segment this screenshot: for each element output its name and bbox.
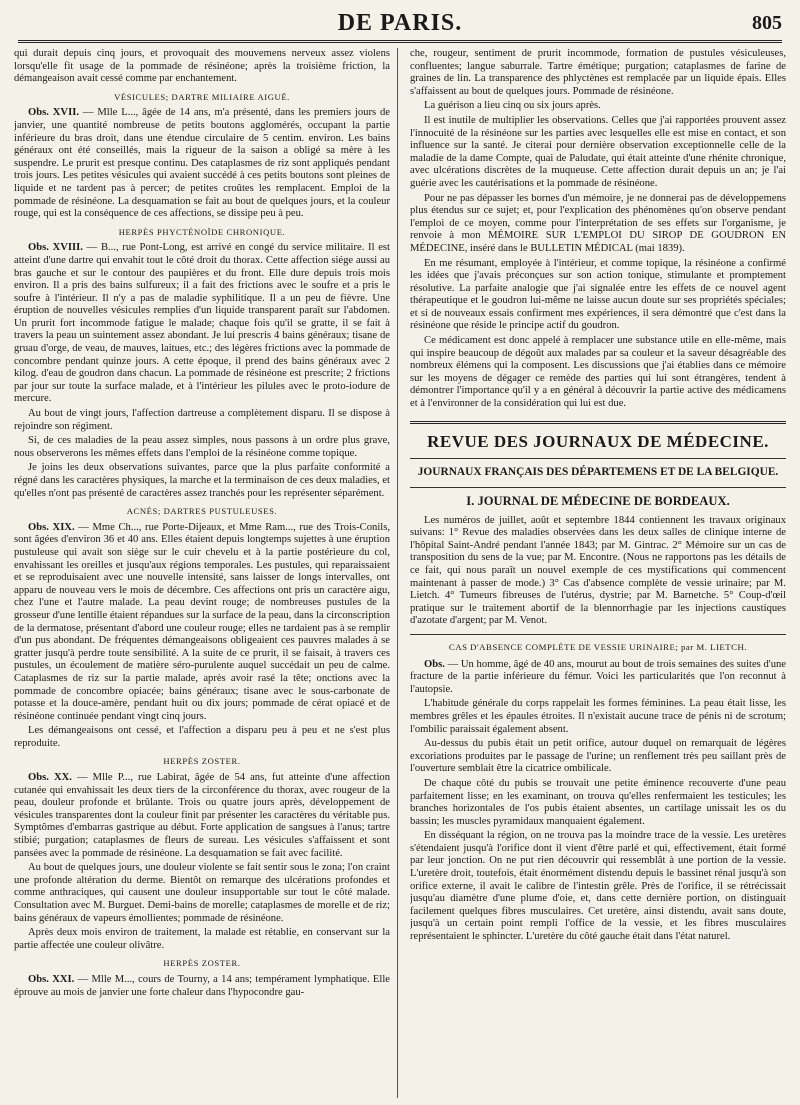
body-paragraph: Pour ne pas dépasser les bornes d'un mémoire, je ne donnerai pas de développemens plus étendus sur ce sujet; et, pour l'explication des phénomènes qu'on observe pendant l'emploi de ce moyen, comme pour l'interprétation de ses effets sur l'organisme, je renvoie à mon MÉMOIRE SUR L'EMPLOI DU SIROP DE GOUDRON EN MÉDECINE, inséré dans le BULLETIN MÉDICAL (mai 1839). (410, 192, 786, 254)
body-paragraph: Je joins les deux observations suivantes, parce que la plus parfaite conformité a régné dans les caractères physiques, la marche et la terminaison de ces deux maladies, et qu'elles n'ont pas présenté de caractères assez tranchés pour les représenter séparément. (14, 462, 390, 499)
body-paragraph: Il est inutile de multiplier les observations. Celles que j'ai rapportées prouvent assez l'innocuité de la résinéone sur les parties avec lesquelles elle est mise en contact, et son influence sur la santé. Je citerai pour dernière observation exceptionnelle celle de la maladie de la dame Compte, quai de Paludate, qui était atteinte d'une rhénite chronique, avec ulcérations discrètes de la muqueuse. Cette affection durait depuis un an; je l'ai guérie avec les cautérisations et la pommade de résinéone. (410, 114, 786, 189)
body-paragraph: Si, de ces maladies de la peau assez simples, nous passons à un ordre plus grave, nous observerons les mêmes effets dans l'emploi de la résinéone comme topique. (14, 435, 390, 459)
case-paragraph (410, 738, 786, 776)
journal-heading: I. JOURNAL DE MÉDECINE DE BORDEAUX. (466, 493, 730, 508)
case-text: L'habitude générale du corps rappelait les formes féminines. La peau était lisse, les membres grêles et les épaules étroites. Il n'existait aucune trace de pénis ni de scrotum; l'ombilic paraissait également absent. (410, 698, 786, 735)
body-paragraph: Ce médicament est donc appelé à remplacer une substance utile en elle-même, mais qui inspire beaucoup de dégoût aux malades par sa couleur et la saveur désagréable des nombreux élémens qui la composent. Les discussions que j'ai établies dans ce mémoire sur les moyens de dégager ce remède des parties qui lui sont étrangères, tendent à démontrer l'importance qu'il y a en général à découvrir la partie active des médicamens et à l'environner de la considération qui lui est due. (410, 335, 786, 410)
observation-paragraph (14, 974, 390, 999)
page-number: 805 (752, 12, 782, 34)
revue-title: REVUE DES JOURNAUX DE MÉDECINE. (427, 431, 769, 451)
subtitle-rule (410, 487, 786, 488)
observation-text: — Mlle M..., cours de Tourny, a 14 ans; tempérament lymphatique. Elle éprouve au mois de janvier une forte chaleur dans l'hypocondre gau- (14, 973, 390, 998)
right-column-article-end (410, 48, 786, 411)
observation-label: Obs. XVII. (28, 107, 79, 119)
body-paragraph: Les démangeaisons ont cessé, et l'affection a disparu peu à peu et ne s'est plus reproduite. (14, 725, 390, 749)
body-paragraph: Au bout de quelques jours, une douleur violente se fait sentir sous le zona; l'on craint une profonde altération du derme. Bientôt on remarque des ulcérations profondes et comme anthraciques, qui causent une douleur insupportable sur tout le côté malade. Consultation avec M. Burguet. Demi-bains de morelle; cataplasmes de morelle et de riz; bains généraux de vapeurs émollientes; pommade de résinéone. (14, 862, 390, 924)
observation-label: Obs. XX. (28, 772, 72, 784)
case-paragraphs (410, 659, 786, 944)
case-paragraph (410, 778, 786, 828)
section-subheading: VÉSICULES; DARTRE MILIAIRE AIGUË. (114, 91, 290, 102)
observation-paragraph (14, 522, 390, 724)
header-title: DE PARIS. (337, 10, 463, 36)
section-subheading: HERPÈS ZOSTER. (163, 756, 241, 767)
observation-label: Obs. (424, 658, 445, 670)
observation-text: — B..., rue Pont-Long, est arrivé en congé du service militaire. Il est atteint d'une dartre qui envahit tout le côté droit du thorax. Cette affection siége aussi au bras gauche et sur le contour des paupières et du front. Elle dure depuis trois mois environ. Il a pris des bains sulfureux; il a fait des frictions avec le soufre et a pris le soufre à l'intérieur. Il n'y a pas de maladie syphilitique. Il a un peu de fièvre. Une éruption de nouvelles vésicules remplies d'un liquide transparent paraît sur l'abdomen. Un prurit fort incommode fatigue le malade; chaque fois qu'il se gratte, il se fait à travers la peau un suintement assez abondant. Je lui prescris 4 bains généraux; tisane de gruau d'orge, de veau, de mauves, laitues, etc.; des légères frictions avec la pommade de concombre pendant quinze jours. A cette époque, il prend des bains généraux avec 2 kilog. d'eau de goudron dans chacun. La pommade de résinéone est prescrite; 2 frictions par jour sur toute la surface malade, et à l'intérieur les pilules avec le proto-iodure de mercure. (14, 242, 390, 405)
body-paragraph: che, rougeur, sentiment de prurit incommode, formation de pustules vésiculeuses, confluentes; langue saburrale. Tartre émétique; purgation; cataplasmes de farine de graines de lin. La transparence des phlyctènes est remplacée par un liquide épais. Elles s'affaissent au bout de quelques jours. Pommade de résinéone. (410, 48, 786, 97)
case-title: CAS D'ABSENCE COMPLÈTE DE VESSIE URINAIRE; par M. LIETCH. (448, 641, 748, 652)
page-header (18, 10, 782, 43)
case-text: Au-dessus du pubis était un petit orifice, autour duquel on remarquait de légères excoriations produites par le passage de l'urine; un renflement très peu saillant près de l'ouverture semblait être la cicatrice ombilicale. (410, 738, 786, 775)
revue-subtitle: JOURNAUX FRANÇAIS DES DÉPARTEMENS ET DE LA BELGIQUE. (417, 465, 779, 478)
case-paragraph (410, 698, 786, 736)
revue-intro: Les numéros de juillet, août et septembre 1844 contiennent les travaux originaux suivans: 1° Revue des maladies observées dans les deux salles de clinique interne de l'hôpital Saint-André pendant l'année 1843; par M. Gintrac. 2° Mémoire sur un cas de transposition du sens de la vue; par M. Encontre. (Nous ne rapportons pas les détails de ce fait, qui nous paraît un nouvel exemple de ces mystifications qui commencent maintenant à passer de mode.) 3° Cas d'absence complète de vessie urinaire; par M. Lietch. 4° Tumeurs fibreuses de l'utérus, dystrie; par M. Barnetche. 5° Coup-d'œil pratique sur le traitement abortif de la blennorrhagie par les injections caustiques d'azotate d'argent; par M. Venot. (410, 514, 786, 627)
body-paragraph: La guérison a lieu cinq ou six jours après. (424, 100, 601, 112)
section-subheading: ACNÉS; DARTRES PUSTULEUSES. (126, 506, 278, 517)
section-subheading: HERPÈS PHYCTÉNOÏDE CHRONIQUE. (118, 226, 286, 237)
section-subheading: HERPÈS ZOSTER. (163, 958, 241, 969)
section-divider (410, 421, 786, 424)
left-column (14, 48, 390, 1098)
column-divider (397, 48, 398, 1098)
observation-label: Obs. XIX. (28, 521, 75, 533)
observation-text: — Mlle L..., âgée de 14 ans, m'a présenté, dans les premiers jours de janvier, une quantité nombreuse de petits boutons agglomérés, occupant la partie inférieure du bras droit, dans une étendue circulaire de 5 centim. environ. Les bains généraux ont été conseillés, mais la rigueur de la saison a obligé sa mère à les suspendre. Le prurit est presque continu. Des cataplasmes de riz sont appliqués pendant trois jours. Les petites vésicules qui avaient succédé à ces petits boutons sont pleines de liquide et ne tardent pas à percer; de petites croûtes les remplacent. Emploi de la pommade de résinéone. La desquamation se fait au bout de quelques jours, et la couleur rouge, qui est la conséquence de ces affections, se dissipe peu à peu. (14, 107, 390, 220)
observation-text: — Mme Ch..., rue Porte-Dijeaux, et Mme Ram..., rue des Trois-Conils, sont âgées d'environ 36 et 40 ans. Elles étaient depuis longtemps sujettes à une éruption pustuleuse qui avait son siège sur le cuir chevelu et à la partie postérieure du col, envahissant les oreilles et jusqu'aux régions temporales. Les pustules, qui reparaissaient et se reproduisaient avec une nouvelle intensité, sans laisser de longs intervalles, ont apparu de nouveau vers le mois de décembre. Ces affections ont pris un caractère aigu, chez l'une et l'autre malade. La peau devint rouge; de nombreuses pustules de la grosseur d'une lentille étaient répandues sur la surface de la peau, dans la circonscription de la dermatose, présentant d'abord une couleur rouge; elles ne tardaient pas à se remplir d'un pus abondant. De fréquentes démangeaisons obligeaient ces pauvres malades à se gratter jusqu'à perdre toute sensibilité. A la suite de ce prurit, il se faisait, à travers ces pustules, un écoulement de matière séro-purulente auquel succédait un peu de calme. Cataplasmes de riz sur la partie malade, après avoir rasé la tête; onctions avec la pommade de concombre opiacée; bains généraux; tisane avec le sous-carbonate de potasse et la douce-amère, pendant huit ou dix jours; pommade de cérat opiacé et de résinéone continuée pendant vingt cinq jours. (14, 521, 390, 722)
intro-rule (410, 634, 786, 635)
body-paragraph: En me résumant, employée à l'intérieur, et comme topique, la résinéone a confirmé les idées que j'avais préconçues sur son action tonique, stimulante et promptement résolutive. La parfaite analogie que j'ai signalée entre les effets de ce nouvel agent thérapeutique et le goudron lui-même ne laisse aucun doute sur ses propriétés spéciales; et si de nouveaux essais confirment mes expériences, il sera démontré que c'est dans la résinéone que réside le principe actif du goudron. (410, 257, 786, 332)
observation-text: — Mlle P..., rue Labirat, âgée de 54 ans, fut atteinte d'une affection cutanée qui envahissait les deux tiers de la circonférence du thorax, avec rougeur de la peau, douleur profonde et brûlante. Trois ou quatre jours après, développement de vésicules transparentes dont la couleur finit par présenter les caractères du véritable pus. Symptômes d'embarras gastrique au début. Forte application de sangsues à l'anus; tartre stibié; purgation; cataplasmes de fleurs de sureau. Les vésicules s'affaissent et sont pansées avec la pommade de résinéone. La desquamation se fait avec facilité. (14, 772, 390, 859)
case-paragraph (410, 830, 786, 943)
case-text: De chaque côté du pubis se trouvait une petite éminence recouverte d'une peau parfaitement lisse; en les examinant, on trouva qu'elles renfermaient les testicules; les branches horizontales de l'os pubis étaient absentes, un cartilage unissait les os du bassin; les muscles pyramidaux manquaient également. (410, 777, 786, 827)
observation-paragraph (14, 107, 390, 220)
title-rule (410, 458, 786, 459)
body-paragraph: Au bout de vingt jours, l'affection dartreuse a complètement disparu. Il se dispose à rejoindre son régiment. (14, 408, 390, 432)
observation-paragraph (14, 242, 390, 406)
case-text: — Un homme, âgé de 40 ans, mourut au bout de trois semaines des suites d'une fracture de la partie inférieure du fémur. Voici les particularités que l'on reconnut à l'autopsie. (410, 658, 786, 695)
observation-paragraph (14, 772, 390, 860)
observation-label: Obs. XXI. (28, 973, 75, 985)
observation-label: Obs. XVIII. (28, 242, 83, 254)
body-paragraph: qui durait depuis cinq jours, et provoquait des mouvemens nerveux assez violens lorsqu'elle fit usage de la pommade de résinéone; après la troisième friction, la démangeaison avait cessé comme par enchantement. (14, 48, 390, 85)
case-paragraph (410, 659, 786, 697)
case-text: En disséquant la région, on ne trouva pas la moindre trace de la vessie. Les uretères s'étendaient jusqu'à l'orifice dont il vient d'être parlé et qui, effectivement, était formé par leur jonction. On ne put rien découvrir qui ressemblât à une portion de la vessie. L'uretère droit, toutefois, était énormément distendu depuis le bassinet rénal jusqu'à son orifice externe, il avait le calibre de l'intestin grêle. Près de l'orifice, il se rétrécissait jusqu'au diamètre d'une plume d'oie, et, dans cette dernière portion, on distinguait facilement quelques fibres musculaires. Cet uretère, ainsi distendu, avait sans doute, jusqu'à un certain point rempli l'office de la vessie, et les fibres musculaires représentaient le sphincter. L'uretère du côté gauche était dans l'état naturel. (410, 830, 786, 943)
body-paragraph: Après deux mois environ de traitement, la malade est rétablie, en conservant sur la partie affectée une couleur olivâtre. (14, 927, 390, 951)
right-column (410, 48, 786, 1098)
